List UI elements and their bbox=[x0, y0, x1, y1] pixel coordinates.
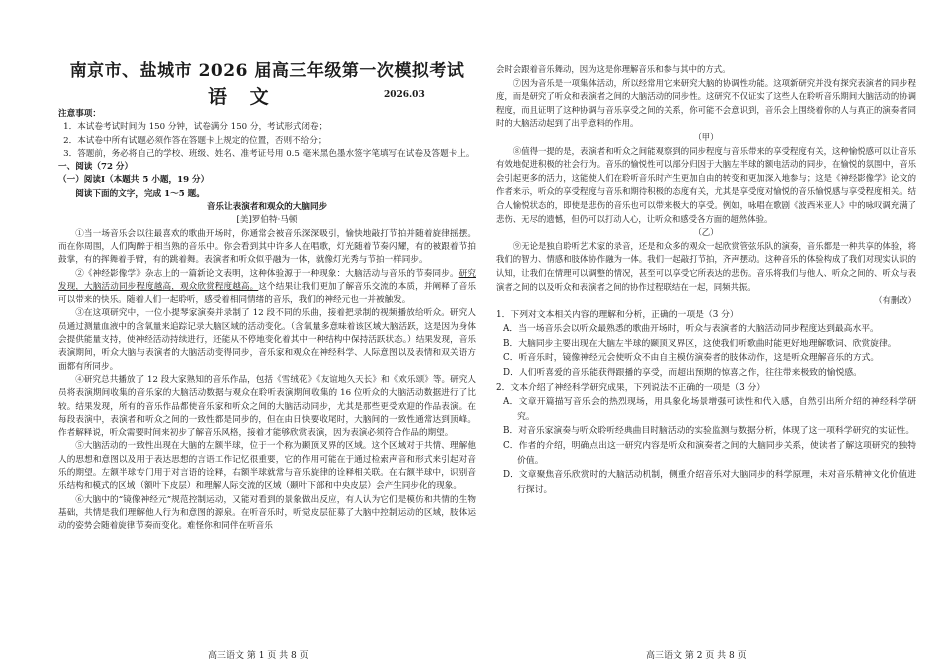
paragraph-7: ⑦因为音乐是一项集体活动，所以经常用它来研究大脑的协调性功能。这项新研究并没有探究表演者的同步程度，而是研究了听众和表演者之间的大脑活动的同步性。这研究不仅证实了这些人在聆听音乐期间大脑活动的协调程度，而且证明了这种协调与音乐享受之间的关系，你可能不会意识到，音乐会上围绕着你的人与真正的演奏者同时的大脑活动起到了出乎意料的作用。 bbox=[496, 77, 916, 129]
page-2-footer: 高三语文 第 2 页 共 8 页 bbox=[646, 651, 747, 661]
mark-jia: （甲） bbox=[693, 131, 719, 142]
subsection-heading: （一）阅读Ⅰ（本题共 5 小题，19 分） bbox=[58, 175, 210, 186]
article-author: [美]罗伯特·马顿 bbox=[236, 215, 298, 226]
section-heading: 一、阅读（72 分） bbox=[58, 162, 134, 173]
paragraph-5: ⑤大脑活动的一致性出现在大脑的左额半球，位于一个称为颞顶叉界的区域。这个区域对于共情、理解他人的思想和意图以及用于表达思想的言语工作记忆很重要，它的作用可能在于通过检索声音和形式来引起对音乐的期望。左额半球专门用于对言语的诠释，右额半球就常与音乐旋律的诠释相关联。在右额半球中，识别音乐结构和模式的区域（额叶下皮层）和理解人际交流的区域（颞叶下部和中央皮层）会产生同步化的现象。 bbox=[58, 441, 476, 492]
question-2-option-c: C．作者的介绍，明确点出这一研究内容是听众和演奏者之间的大脑同步关系，使读者了解这项研究的独特价值。 bbox=[503, 441, 916, 466]
question-2-option-a: A．文章开篇描写音乐会的热烈现场，用具象化场景增强可读性和代入感，自然引出所介绍的神经科学研究。 bbox=[503, 397, 916, 422]
page-1-footer: 高三语文 第 1 页 共 8 页 bbox=[208, 651, 309, 661]
question-1: 1．下列对文本相关内容的理解和分析，正确的一项是（3 分） bbox=[496, 309, 739, 320]
paragraph-8: ⑧值得一提的是，表演者和听众之间能观察到的同步程度与音乐带来的享受程度有关，这种愉悦感可以让音乐有效地促进积极的社会行为。音乐的愉悦性可以部分归因于大脑左半球的额电活动的同步，在愉悦的氛围中，音乐会引起更多的活力，这能使人们在聆听音乐时产生更加自由的转变和更加深入地参与；这是《神经影像学》论文的作者来示，听众的享受程度与音乐和期待积极的态度有关，尤其是享受度对愉悦的音乐愉悦感与享受程度相关。结合人愉悦状态的，即使是悲伤的音乐也可以带来极大的享受。例如，咏唱在歌剧《波西米亚人》中的咏叹调充满了悲伤、无尽的遗憾，但仍可以打动人心，让听众和感受各方面的超然体验。 bbox=[496, 145, 916, 224]
question-1-option-a: A．当一场音乐会以听众最熟悉的歌曲开场时，听众与表演者的大脑活动同步程度达到最高水平。 bbox=[503, 324, 879, 335]
article-title: 音乐让表演者和观众的大脑同步 bbox=[206, 202, 328, 213]
paragraph-2-text: ②《神经影像学》杂志上的一篇新论文表明，这种体验源于一种现象：大脑活动与音乐的节奏同步。 bbox=[75, 268, 459, 279]
paragraph-9: ⑨无论是独自聆听艺术家的录音，还是和众多的观众一起欣赏管弦乐队的演奏，音乐都是一种共享的体验，将我们的智力、情感和肢体协作融为一体。我们一起敲打节拍，齐声摆动。这种音乐的体验构成了我们对现实认识的认知，让我们在情理可以调整的情况，甚至可以享受它所表达的悲伤。音乐将我们与他人、听众之间的、听众与表演者之间的以及听众和表演者之间的协作过程联结在一起，同频共振。 bbox=[496, 240, 916, 292]
question-2: 2．文本介绍了神经科学研究成果，下列说法不正确的一项是（3 分） bbox=[496, 382, 766, 393]
mark-yi: （乙） bbox=[693, 227, 719, 238]
paragraph-4: ④研究总共播放了 12 段大家熟知的音乐作品，包括《雪绒花》《友谊地久天长》和《欢乐颂》等。研究人员将表演期间收集的音乐家的大脑活动数据与观众在聆听表演期间收集的 16 位听众的大脑活动数据进行了比较。结果发现，所有的音乐作品都使音乐家和听众之间的大脑活动同步，尤其是那些更受欢迎的作品表演。在每段表演中，表演者和听众之间的一致性都是同步的，但在由日快要收尾时，大脑间的一致性通常达到顶峰。作者解释说，听众需要时间来初步了解音乐风格，接着才能够欣赏表演，因为表演必须符合作品的期望。 bbox=[58, 374, 476, 439]
page-2 bbox=[496, 0, 916, 672]
question-1-option-c: C．听音乐时，镜像神经元会使听众不由自主模仿演奏者的肢体动作，这是听众理解音乐的方式。 bbox=[503, 353, 880, 364]
page-2-body bbox=[496, 63, 916, 497]
notes-title: 注意事项： bbox=[58, 109, 101, 119]
note-item: 2．本试卷中所有试题必须作答在答题卡上规定的位置，否则不给分； bbox=[63, 135, 327, 146]
question-1-option-d: D．人们听喜爱的音乐能获得跟播的享受，而超出预期的惊喜之作，往往带来极致的愉悦感。 bbox=[503, 368, 862, 379]
instruction: 阅读下面的文字，完成 1～5 题。 bbox=[75, 188, 205, 199]
page-1 bbox=[58, 0, 476, 672]
paragraph-1: ①当一场音乐会以往最喜欢的歌曲开场时，你通常会被音乐深深吸引，愉快地敲打节拍并随着旋律摇摆。而在你周围，人们陶醉于相当熟的音乐中。你会看到其中许多人在唱歌，灯光随着节奏闪耀，有的被跟着节拍鼓掌，有的挥舞着手臂，有的跳着舞。表演者和听众似乎融为一体，就像灯光秀与节拍一样同步。 bbox=[58, 228, 476, 266]
exam-date: 2026.03 bbox=[384, 90, 425, 100]
paragraph-2-rest: 这个结果让我们更加了解音乐交流的本质，并阐释了音乐可以带来的快乐。随着人们一起聆听，感受着相同情绪的音乐，我们的神经元也一并被触发。 bbox=[58, 281, 476, 306]
question-2-option-d: D．文章聚焦音乐欣赏时的大脑活动机制，侧重介绍音乐对大脑同步的科学原理，未对音乐精神文化价值进行探讨。 bbox=[503, 470, 916, 495]
paragraph-6-end: 会时会跟着音乐舞动，因为这是你理解音乐和参与其中的方式。 bbox=[496, 64, 731, 74]
note-item: 1．本试卷考试时间为 150 分钟，试卷满分 150 分，考试形式闭卷； bbox=[63, 122, 328, 133]
paragraph-2 bbox=[58, 268, 476, 308]
exam-title: 南京市、盐城市 2026 届高三年级第一次模拟考试 bbox=[69, 61, 465, 81]
page-1-body bbox=[58, 108, 476, 534]
paragraph-6: ⑥大脑中的“镜像神经元”规范控制运动，又能对看到的景象做出反应，有人认为它们是模仿和共情的生物基础，共情是我们理解他人行为和意图的源泉。在听音乐时，听觉皮层征募了大脑中控制运动的区域，肢体运动的姿势会随着旋律节奏而变化。难怪你和同伴在听音乐 bbox=[58, 494, 476, 532]
question-1-option-b: B．大脑同步主要出现在大脑左半球的颞顶叉界区，这使我们听歌曲时能更好地理解歌词、欣赏旋律。 bbox=[503, 338, 897, 349]
paragraph-2-underlined: 研究发现，大脑活动同步程度越高，观众欣赏程度越高。 bbox=[58, 268, 476, 292]
question-2-option-b: B．对音乐家演奏与听众聆听经典曲目时脑活动的实验监测与数据分析，体现了这一项科学研究的实证性。 bbox=[503, 426, 915, 437]
note-item: 3．答题前，务必将自己的学校、班级、姓名、准考证号用 0.5 毫米黑色墨水签字笔填写在试卷及答题卡上。 bbox=[63, 148, 475, 159]
source-note: （有删改） bbox=[874, 295, 916, 306]
subject-heading: 语 文 bbox=[208, 86, 277, 108]
paragraph-3: ③在这项研究中，一位小提琴家演奏并录制了 12 段不同的乐曲，接着把录制的视频播放给听众。研究人员通过测量血液中的含氧量来追踪记录大脑区域的活动变化。（含氧量多意味着该区域大脑活跃，这是因为身体会提供能量支持，使神经活动持续进行，还能从不停地变化着其中一种结构中保持活跃状态。）结果发现，音乐表演期间，听众大脑与表演者的大脑活动变得同步，音乐家和观众在神经科学、人际意图以及表情和双关语方面都有所同步。 bbox=[58, 308, 476, 372]
